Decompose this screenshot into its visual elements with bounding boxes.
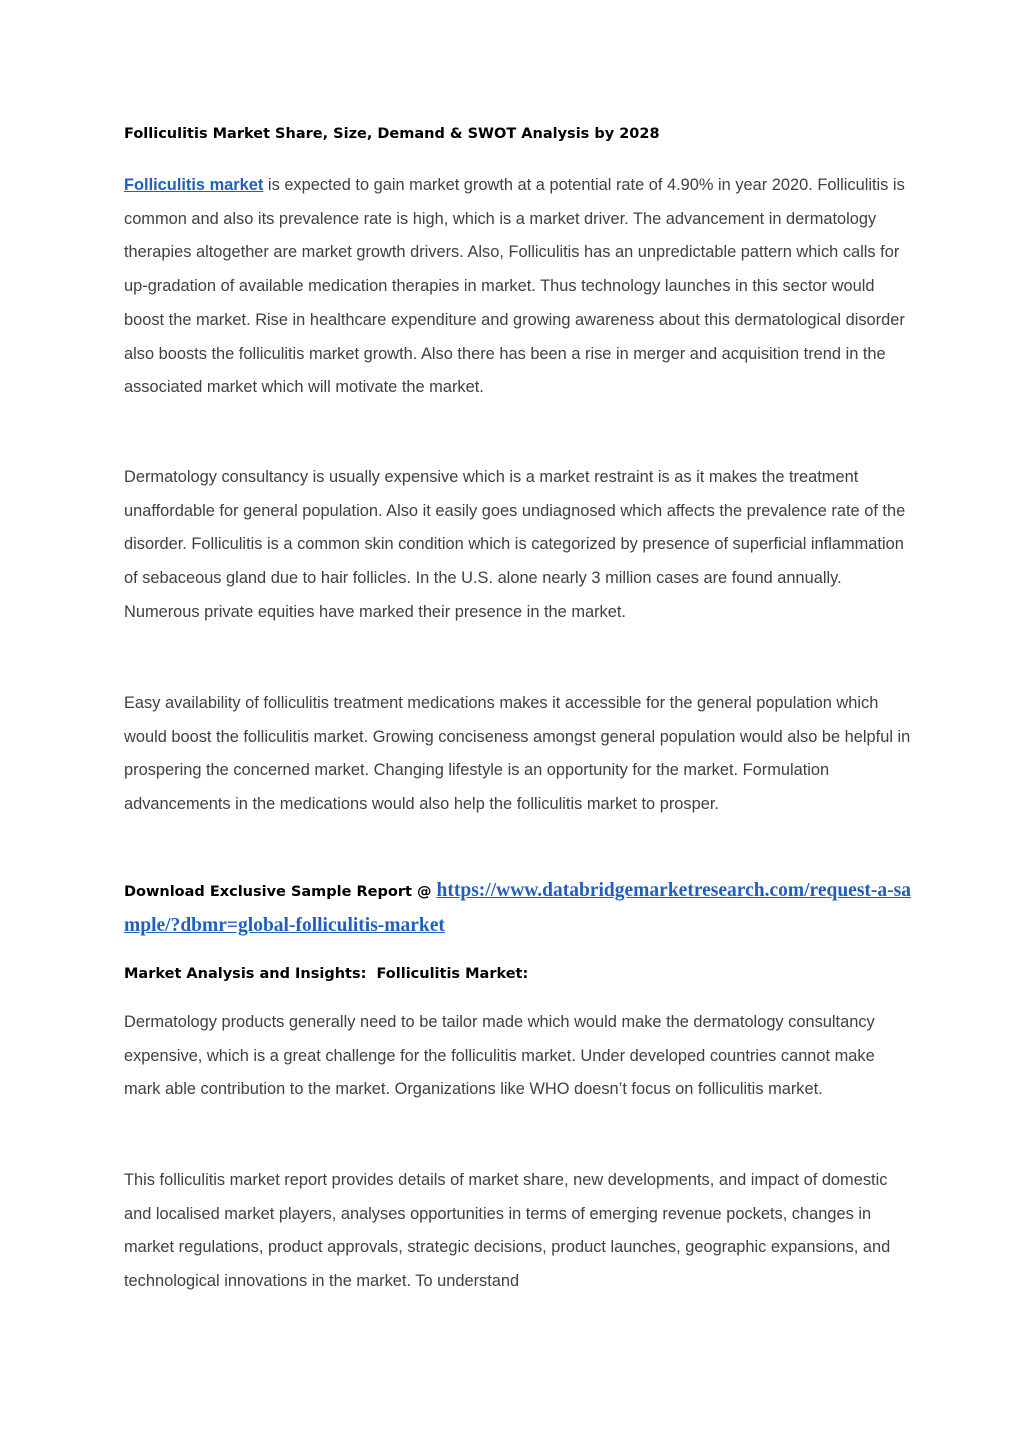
- intro-text: is expected to gain market growth at a potential rate of 4.90% in year 2020. Folliculitis is common and also its prevalence rate is high, which is a market driver. The advancement in dermatology therapies altogether are market growth drivers. Also, Folliculitis has an unpredictable pattern which calls for up-gradation of available medication therapies in market. Thus technology launches in this sector would boost the market. Rise in healthcare expenditure and growing awareness about this dermatological disorder also boosts the folliculitis market growth. Also there has been a rise in merger and acquisition trend in the associated market which will motivate the market.: [124, 176, 905, 397]
- paragraph-challenges: Dermatology products generally need to be tailor made which would make the dermatology consultancy expensive, which is a great challenge for the folliculitis market. Under developed countries cannot make mark able contribution to the market. Organizations like WHO doesn’t focus on folliculitis market.: [124, 1013, 875, 1099]
- folliculitis-market-link[interactable]: Folliculitis market: [124, 176, 264, 194]
- paragraph-report-details: This folliculitis market report provides details of market share, new developments, and impact of domestic and localised market players, analyses opportunities in terms of emerging revenue pockets, changes in market regulations, product approvals, strategic decisions, product launches, geographic expansions, and technological innovations in the market. To understand: [124, 1171, 891, 1291]
- document-title: Folliculitis Market Share, Size, Demand & SWOT Analysis by 2028: [124, 126, 660, 142]
- download-sample-label: Download Exclusive Sample Report @: [124, 884, 437, 900]
- paragraph-availability: Easy availability of folliculitis treatment medications makes it accessible for the general population which would boost the folliculitis market. Growing conciseness amongst general population would also be helpful in prospering the concerned market. Changing lifestyle is an opportunity for the market. Formulation advancements in the medications would also help the folliculitis market to prosper.: [124, 694, 911, 814]
- download-sample-line: [124, 874, 914, 944]
- intro-paragraph: [124, 169, 914, 405]
- paragraph-restraint: Dermatology consultancy is usually expensive which is a market restraint is as it makes the treatment unaffordable for general population. Also it easily goes undiagnosed which affects the prevalence rate of the disorder. Folliculitis is a common skin condition which is categorized by presence of superficial inflammation of sebaceous gland due to hair follicles. In the U.S. alone nearly 3 million cases are found annually. Numerous private equities have marked their presence in the market.: [124, 468, 906, 621]
- sample-report-link[interactable]: https://www.databridgemarketresearch.com/request-a-sample/?dbmr=global-folliculitis-market: [124, 880, 911, 936]
- market-analysis-heading: Market Analysis and Insights: Folliculitis Market:: [124, 966, 529, 982]
